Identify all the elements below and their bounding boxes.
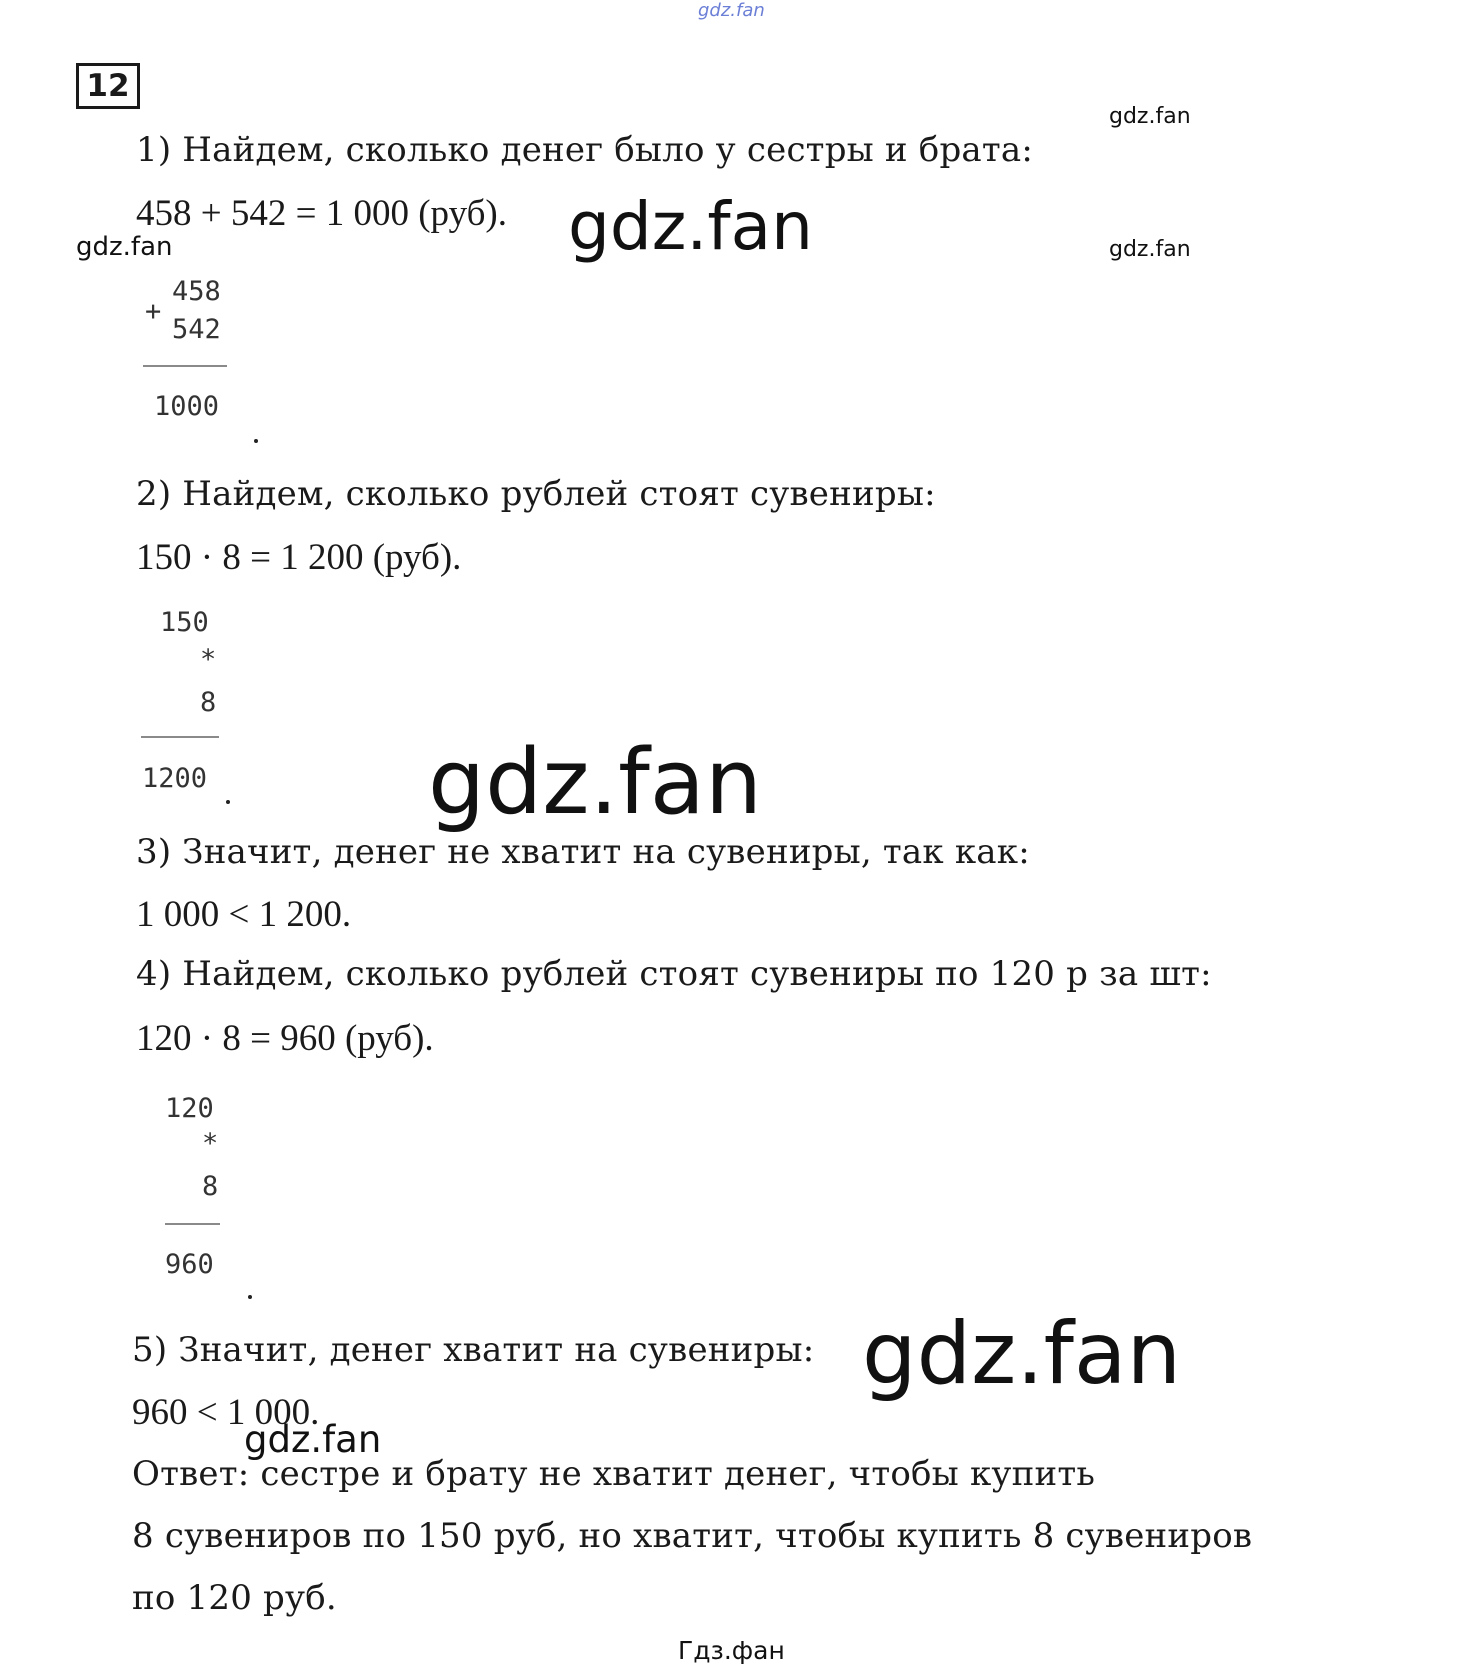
answer-line-1: Ответ: сестре и брату не хватит денег, чтобы купить xyxy=(132,1454,1096,1494)
task-number: 12 xyxy=(76,63,140,109)
watermark-left: gdz.fan xyxy=(76,232,173,262)
column-operand-b: 542 xyxy=(172,314,221,345)
column-result: 1000 xyxy=(154,391,220,422)
step-1-expression: 458 + 542 = 1 000 (руб). xyxy=(136,193,507,234)
column-operand-a: 120 xyxy=(165,1093,214,1124)
step-1-text: 1) Найдем, сколько денег было у сестры и брата: xyxy=(136,130,1034,170)
watermark-big-1: gdz.fan xyxy=(568,188,813,265)
step-3-expression: 1 000 < 1 200. xyxy=(136,894,352,935)
step-4-text: 4) Найдем, сколько рублей стоят сувениры по 120 р за шт: xyxy=(136,954,1212,994)
column-rule xyxy=(141,736,219,738)
watermark-small-bottom: gdz.fan xyxy=(244,1418,382,1461)
column-rule xyxy=(143,365,227,367)
step-2-expression: 150 · 8 = 1 200 (руб). xyxy=(136,537,462,578)
watermark-top-right-1: gdz.fan xyxy=(1109,104,1191,129)
watermark-big-2: gdz.fan xyxy=(428,730,762,835)
period-mark xyxy=(248,1295,252,1299)
step-5-text: 5) Значит, денег хватит на сувениры: xyxy=(132,1330,815,1370)
column-result: 960 xyxy=(165,1249,214,1280)
period-mark xyxy=(226,800,230,804)
column-operand-a: 458 xyxy=(172,276,221,307)
period-mark xyxy=(254,439,258,443)
answer-line-3: по 120 руб. xyxy=(132,1578,337,1618)
column-operand-b: 8 xyxy=(200,687,217,718)
step-2-text: 2) Найдем, сколько рублей стоят сувениры: xyxy=(136,474,936,514)
step-3-text: 3) Значит, денег не хватит на сувениры, так как: xyxy=(136,832,1030,872)
answer-line-2: 8 сувениров по 150 руб, но хватит, чтобы купить 8 сувениров xyxy=(132,1516,1253,1556)
column-operator: + xyxy=(145,296,162,327)
column-operand-a: 150 xyxy=(160,607,209,638)
column-operand-b: 8 xyxy=(202,1171,219,1202)
column-result: 1200 xyxy=(142,763,208,794)
step-4-expression: 120 · 8 = 960 (руб). xyxy=(136,1018,434,1059)
watermark-top-right-2: gdz.fan xyxy=(1109,237,1191,262)
step-5-expression: 960 < 1 000. xyxy=(132,1392,320,1433)
column-operator: * xyxy=(200,644,217,675)
footer-text: Гдз.фан xyxy=(678,1636,785,1665)
header-watermark: gdz.fan xyxy=(698,0,765,21)
column-rule xyxy=(165,1223,220,1225)
column-operator: * xyxy=(202,1128,219,1159)
watermark-big-3: gdz.fan xyxy=(862,1304,1182,1404)
